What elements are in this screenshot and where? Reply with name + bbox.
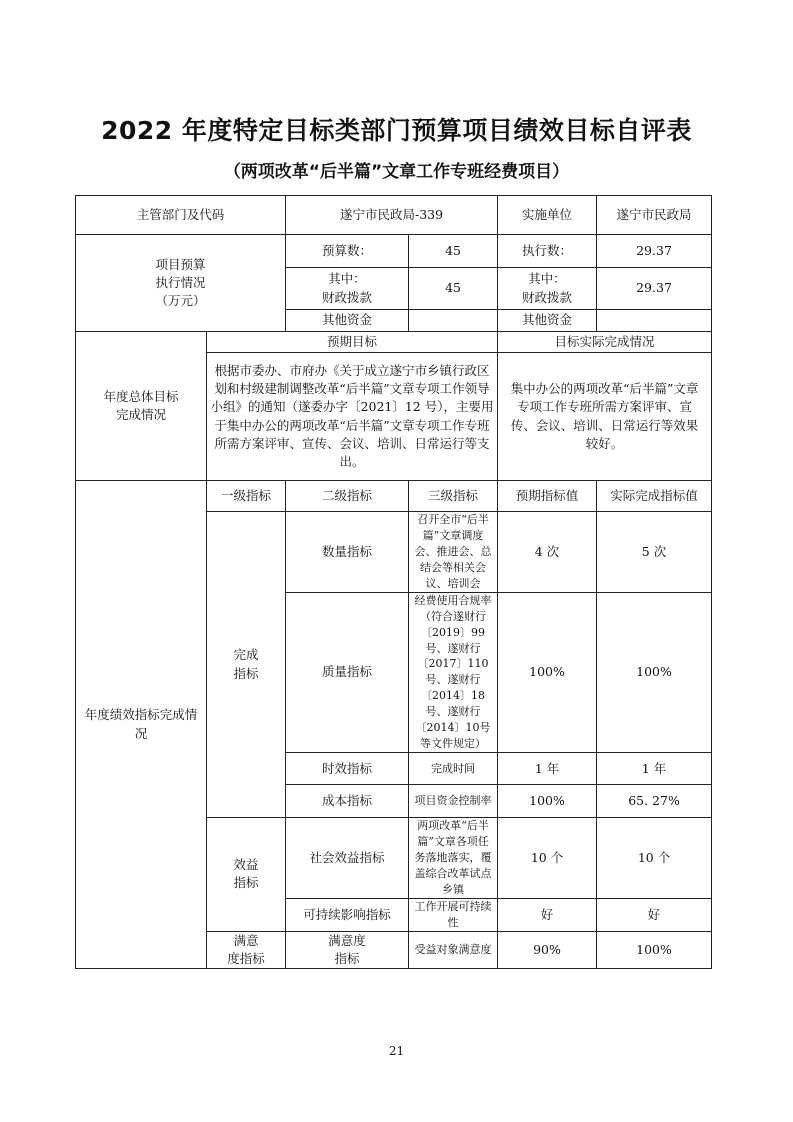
unit-value: 遂宁市民政局 (597, 196, 712, 235)
fiscal-exec-label: 其中： 财政拨款 (498, 268, 597, 310)
exec-amount-value: 29.37 (597, 235, 712, 268)
other-funds-exec (597, 310, 712, 332)
budget-row (76, 235, 712, 268)
actual-cell: 好 (597, 898, 712, 931)
level2-cell: 可持续影响指标 (286, 898, 409, 931)
expected-cell: 好 (498, 898, 597, 931)
level2-cell: 成本指标 (286, 785, 409, 818)
level3-cell: 受益对象满意度 (409, 931, 498, 968)
col-level1: 一级指标 (207, 481, 286, 512)
fiscal-exec-value: 29.37 (597, 268, 712, 310)
col-level2: 二级指标 (286, 481, 409, 512)
actual-cell: 100% (597, 592, 712, 752)
unit-label: 实施单位 (498, 196, 597, 235)
other-funds-budget (409, 310, 498, 332)
dept-row (76, 196, 712, 235)
col-level3: 三级指标 (409, 481, 498, 512)
indicator-header-row (76, 481, 712, 512)
performance-label: 年度绩效指标完成情况 (76, 481, 207, 969)
actual-cell: 1 年 (597, 753, 712, 785)
level2-cell: 社会效益指标 (286, 818, 409, 899)
dept-value: 遂宁市民政局-339 (286, 196, 498, 235)
col-expected: 预期指标值 (498, 481, 597, 512)
level3-cell: 项目资金控制率 (409, 785, 498, 818)
other-funds-exec-label: 其他资金 (498, 310, 597, 332)
expected-cell: 10 个 (498, 818, 597, 899)
dept-label: 主管部门及代码 (76, 196, 286, 235)
fiscal-label: 其中： 财政拨款 (286, 268, 409, 310)
level3-cell: 两项改革“后半篇”文章各项任务落地落实，覆盖综合改革试点乡镇 (409, 818, 498, 899)
level3-cell: 完成时间 (409, 753, 498, 785)
overall-header-row (76, 332, 712, 353)
col-actual: 实际完成指标值 (597, 481, 712, 512)
level2-cell: 满意度 指标 (286, 931, 409, 968)
exec-amount-label: 执行数： (498, 235, 597, 268)
benefit-group-label: 效益 指标 (207, 818, 286, 932)
actual-goal-text: 集中办公的两项改革“后半篇”文章专项工作专班所需方案评审、宣传、会议、培训、日常运行等效果较好。 (498, 353, 712, 481)
level3-cell: 召开全市“后半篇”文章调度会、推进会、总结会等相关会议、培训会 (409, 512, 498, 593)
actual-cell: 65. 27% (597, 785, 712, 818)
actual-cell: 100% (597, 931, 712, 968)
level2-cell: 时效指标 (286, 753, 409, 785)
level2-cell: 数量指标 (286, 512, 409, 593)
satisfaction-group-label: 满意 度指标 (207, 931, 286, 968)
completion-group-label: 完成 指标 (207, 512, 286, 818)
other-funds-label: 其他资金 (286, 310, 409, 332)
expected-cell: 100% (498, 592, 597, 752)
budget-label: 项目预算 执行情况 （万元） (76, 235, 286, 332)
expected-cell: 4 次 (498, 512, 597, 593)
actual-cell: 5 次 (597, 512, 712, 593)
expected-cell: 1 年 (498, 753, 597, 785)
level2-cell: 质量指标 (286, 592, 409, 752)
level3-cell: 工作开展可持续性 (409, 898, 498, 931)
expected-cell: 90% (498, 931, 597, 968)
expected-cell: 100% (498, 785, 597, 818)
page-title: 2022 年度特定目标类部门预算项目绩效目标自评表 (101, 116, 692, 145)
page-number: 21 (388, 1044, 405, 1058)
fiscal-budget-value: 45 (409, 268, 498, 310)
page-subtitle: （两项改革“后半篇”文章工作专班经费项目） (223, 162, 570, 182)
budget-amount-label: 预算数： (286, 235, 409, 268)
actual-goal-header: 目标实际完成情况 (498, 332, 712, 353)
budget-amount-value: 45 (409, 235, 498, 268)
overall-label: 年度总体目标 完成情况 (76, 332, 207, 481)
expected-goal-text: 根据市委办、市府办《关于成立遂宁市乡镇行政区划和村级建制调整改革“后半篇”文章专项工作领导小组》的通知（遂委办字〔2021〕12 号），主要用于集中办公的两项改革“后半篇”文章专项工作专班所需方案评审、宣传、会议、培训、日常运行等支出。 (207, 353, 498, 481)
actual-cell: 10 个 (597, 818, 712, 899)
expected-goal-header: 预期目标 (207, 332, 498, 353)
level3-cell: 经费使用合规率（符合遂财行〔2019〕99号、遂财行〔2017〕110号、遂财行〔2014〕18号、遂财行〔2014〕10号等文件规定） (409, 592, 498, 752)
evaluation-table (75, 195, 712, 969)
